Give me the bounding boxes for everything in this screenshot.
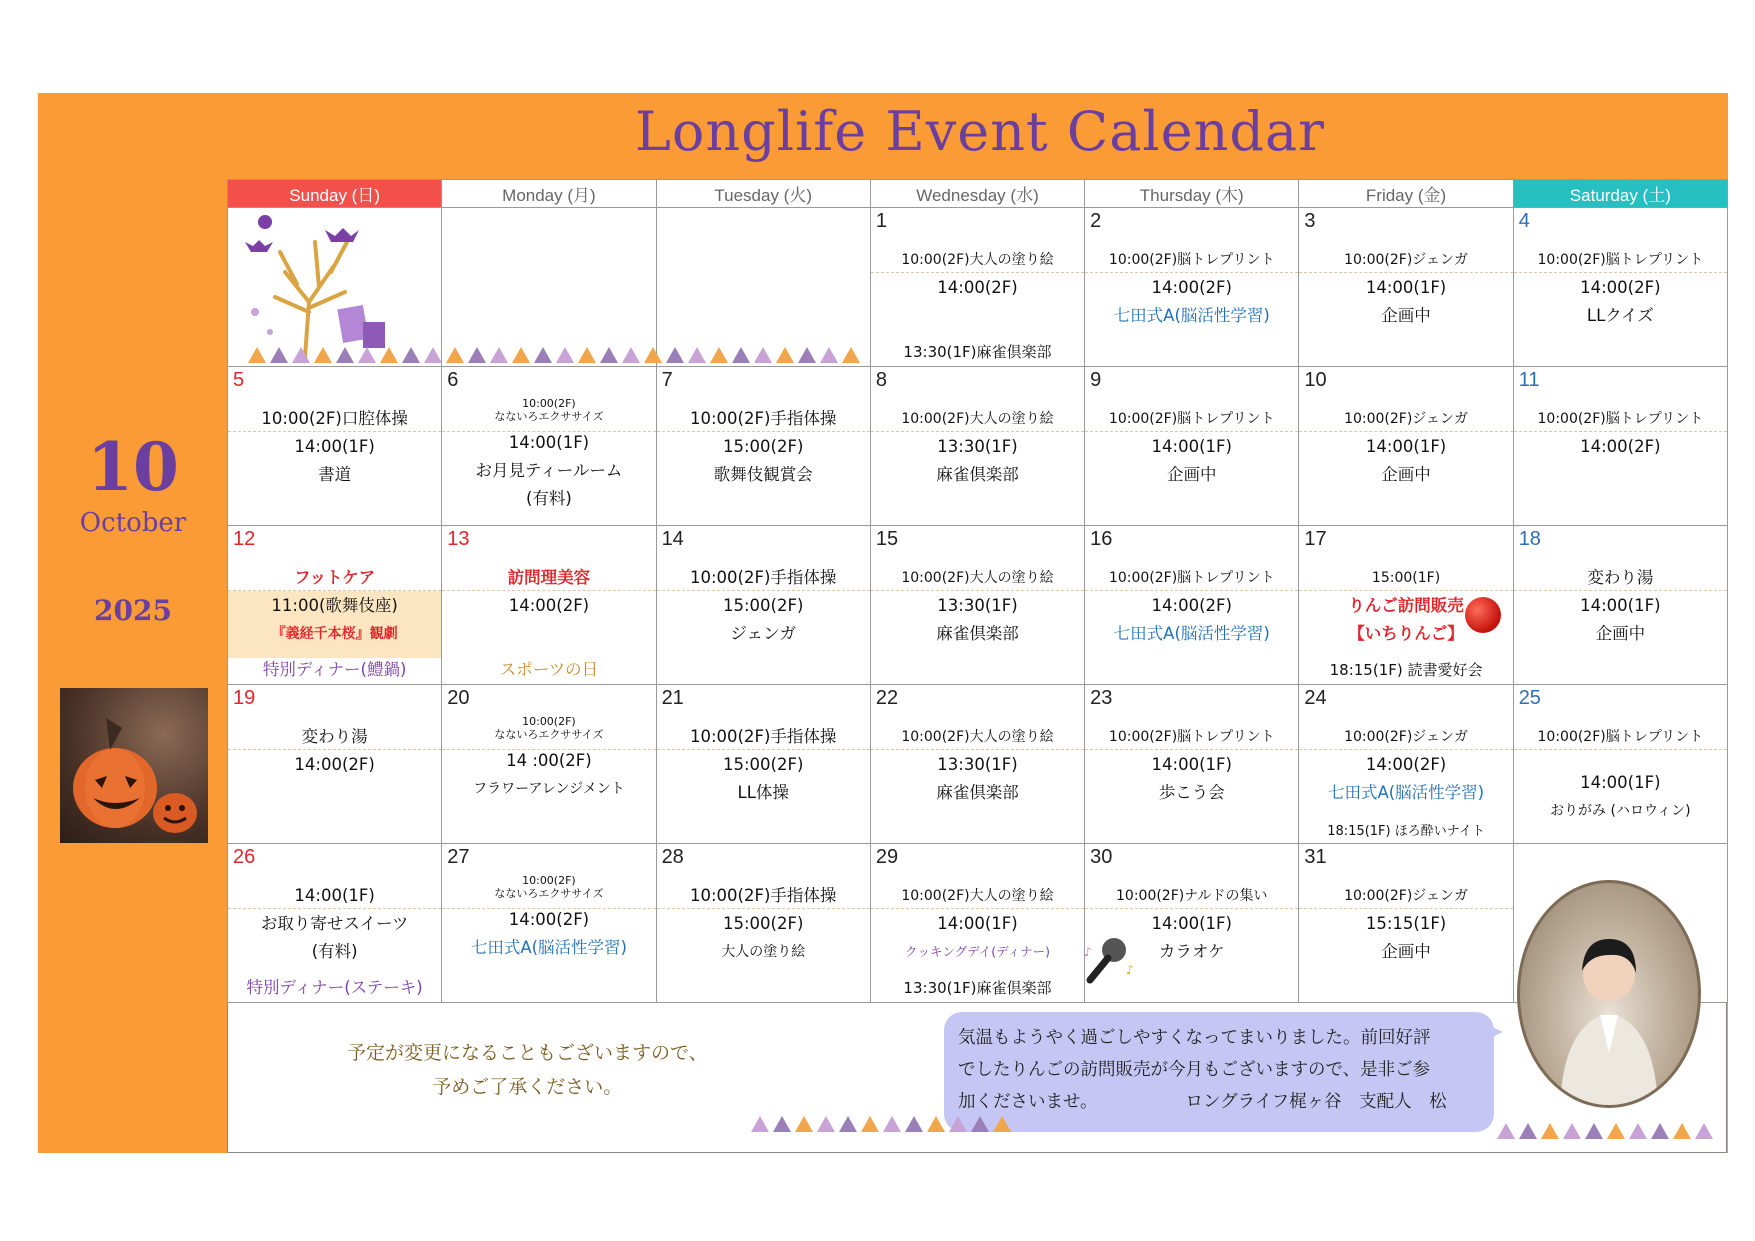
day-number: 14: [661, 528, 684, 550]
day-cell: [1513, 526, 1727, 685]
event-line: 10:00(2F)手指体操: [689, 727, 837, 746]
event-line: 14:00(2F): [1151, 278, 1232, 297]
event-line: 10:00(2F): [522, 397, 576, 410]
day-cell: [870, 367, 1084, 526]
day-number: 3: [1304, 210, 1316, 232]
event-line: LL体操: [737, 783, 789, 802]
header-saturday: Saturday (土): [1513, 180, 1727, 208]
event-line: 14:00(2F): [508, 596, 590, 615]
day-number: 24: [1304, 687, 1327, 709]
event-line: 14:00(1F): [1151, 437, 1232, 456]
event-line: 【いちりんご】: [1348, 624, 1464, 643]
event-line: 14:00(2F): [1580, 278, 1661, 297]
event-line: 歌舞伎観賞会: [713, 465, 813, 484]
event-line: カラオケ: [1158, 942, 1225, 961]
event-line: 10:00(2F)大人の塗り絵: [901, 252, 1054, 268]
event-line: 七田式A(脳活性学習): [1113, 624, 1270, 643]
manager-portrait: [1517, 880, 1701, 1108]
event-line: (有料): [525, 489, 572, 508]
event-line: 七田式A(脳活性学習): [470, 938, 627, 957]
event-line: 変わり湯: [1587, 568, 1654, 587]
microphone-icon: [1082, 934, 1138, 986]
day-number: 16: [1090, 528, 1113, 550]
day-number: 27: [447, 846, 470, 868]
header-wednesday: Wednesday (水): [870, 180, 1084, 208]
event-line: 10:00(2F)ジェンガ: [1344, 252, 1469, 268]
event-line: 特別ディナー(ステーキ): [246, 978, 423, 997]
day-number: 28: [661, 846, 684, 868]
event-line: 14:00(1F): [294, 886, 375, 905]
signature: ロングライフ梶ヶ谷 支配人 松: [1185, 1092, 1447, 1112]
triangle-decoration: [1497, 1123, 1722, 1141]
event-line: フラワーアレンジメント: [473, 781, 625, 797]
header-friday: Friday (金): [1299, 180, 1513, 208]
event-line: 14:00(1F): [1365, 437, 1447, 456]
event-line: (有料): [311, 942, 358, 961]
event-line: 企画中: [1381, 306, 1431, 325]
day-cell: [870, 208, 1084, 367]
event-line: 14:00(1F): [1365, 278, 1447, 297]
event-line: 13:30(1F)麻雀倶楽部: [903, 343, 1052, 361]
event-line: 10:00(2F)脳トレプリント: [1537, 411, 1704, 427]
day-number: 18: [1518, 528, 1541, 550]
day-cell: [1085, 367, 1299, 526]
event-line: おりがみ (ハロウィン): [1550, 803, 1691, 819]
event-line: 七田式A(脳活性学習): [1327, 783, 1485, 802]
day-cell: [1299, 844, 1513, 1003]
day-number: 23: [1090, 687, 1113, 709]
event-line: 10:00(2F): [522, 874, 576, 887]
header-sunday: Sunday (日): [228, 180, 442, 208]
event-line: 企画中: [1167, 465, 1217, 484]
event-line: 麻雀倶楽部: [936, 624, 1019, 643]
day-cell: [442, 367, 656, 526]
day-number: 1: [875, 210, 887, 232]
event-line: 14:00(2F): [937, 278, 1018, 297]
event-line: 10:00(2F)手指体操: [689, 409, 837, 428]
event-line: 麻雀倶楽部: [936, 783, 1019, 802]
event-line: 14:00(1F): [508, 433, 590, 452]
event-line: 10:00(2F): [522, 715, 576, 728]
calendar-grid: [227, 179, 1728, 1003]
day-number: 6: [447, 369, 459, 391]
schedule-notice: 予定が変更になることもございますので、 予めご了承ください。: [347, 1042, 708, 1098]
day-number: 25: [1518, 687, 1541, 709]
day-cell: [656, 208, 870, 367]
event-line: お取り寄せスイーツ: [260, 914, 409, 933]
event-line: 13:30(1F)麻雀倶楽部: [903, 979, 1052, 997]
day-cell: [442, 844, 656, 1003]
day-cell: [1085, 208, 1299, 367]
event-line: ジェンガ: [730, 624, 797, 643]
event-line: 10:00(2F)ナルドの集い: [1116, 888, 1268, 904]
day-number: 10: [1304, 369, 1327, 391]
event-line: なないろエクササイズ: [494, 887, 604, 900]
day-cell: [228, 526, 442, 685]
svg-text:♪: ♪: [1084, 945, 1092, 959]
day-number: 13: [447, 528, 470, 550]
event-line: 麻雀倶楽部: [936, 465, 1019, 484]
event-line: 10:00(2F)脳トレプリント: [1537, 729, 1704, 745]
event-line: 14:00(1F): [1151, 914, 1232, 933]
day-number: 9: [1090, 369, 1102, 391]
event-line: なないろエクササイズ: [494, 728, 604, 741]
halloween-tree-icon: [235, 212, 405, 362]
pumpkin-photo: [60, 688, 208, 843]
event-line: クッキングデイ(ディナー): [904, 944, 1050, 959]
event-line: お月見ティールーム: [475, 461, 623, 480]
event-line: 10:00(2F)大人の塗り絵: [901, 411, 1054, 427]
week-row: [228, 685, 1728, 844]
week-row: [228, 208, 1728, 367]
event-line: 14:00(1F): [1580, 773, 1661, 792]
day-number: 4: [1518, 210, 1530, 232]
event-line: 訪問理美容: [507, 568, 591, 587]
week-row: [228, 367, 1728, 526]
event-line: 14:00(2F): [1365, 755, 1447, 774]
event-line: 13:30(1F): [937, 596, 1018, 615]
event-line: 15:00(2F): [722, 914, 804, 933]
event-line: スポーツの日: [499, 660, 599, 679]
event-line: 10:00(2F)口腔体操: [261, 409, 408, 428]
event-line: 七田式A(脳活性学習): [1113, 306, 1270, 325]
day-number: 7: [661, 369, 673, 391]
event-line: 14:00(1F): [294, 437, 375, 456]
day-number: 30: [1090, 846, 1113, 868]
day-cell: [656, 526, 870, 685]
event-line: 18:15(1F) ほろ酔いナイト: [1327, 824, 1485, 839]
event-line: 企画中: [1381, 942, 1431, 961]
day-cell: [656, 844, 870, 1003]
day-number: 11: [1518, 369, 1540, 391]
event-line: 14 :00(2F): [506, 751, 592, 770]
apple-icon: [1465, 597, 1501, 633]
day-number: 22: [875, 687, 899, 709]
day-cell: [1299, 367, 1513, 526]
event-line: 変わり湯: [301, 727, 368, 746]
day-number: 29: [875, 846, 899, 868]
event-line: 14:00(2F): [1580, 437, 1661, 456]
event-line: 10:00(2F)手指体操: [689, 568, 837, 587]
event-line: 14:00(2F): [508, 910, 590, 929]
day-cell: [1513, 685, 1727, 844]
day-cell: [656, 685, 870, 844]
event-line: 企画中: [1595, 624, 1646, 643]
event-line: 10:00(2F)大人の塗り絵: [901, 888, 1054, 904]
day-cell: [442, 208, 656, 367]
header-tuesday: Tuesday (火): [656, 180, 870, 208]
event-line: 10:00(2F)手指体操: [689, 886, 837, 905]
svg-text:♪: ♪: [1126, 963, 1134, 977]
header-monday: Monday (月): [442, 180, 656, 208]
event-line: 大人の塗り絵: [721, 944, 806, 960]
notes-area: [227, 1000, 1728, 1153]
day-number: 26: [233, 846, 256, 868]
day-cell: [1085, 526, 1299, 685]
event-line: 10:00(2F)脳トレプリント: [1108, 729, 1275, 745]
day-number: 20: [447, 687, 470, 709]
day-number: 21: [661, 687, 684, 709]
event-line: フットケア: [294, 568, 376, 587]
event-line: 10:00(2F)大人の塗り絵: [901, 570, 1054, 586]
day-number: 19: [233, 687, 256, 709]
day-number: 17: [1304, 528, 1327, 550]
day-cell: [228, 844, 442, 1003]
event-line: 15:00(1F): [1371, 570, 1441, 586]
event-line: 11:00(歌舞伎座): [271, 596, 398, 615]
triangle-decoration: [751, 1116, 1051, 1134]
event-line: 『義経千本桜』観劇: [271, 626, 398, 642]
day-number: 12: [233, 528, 256, 550]
event-line: 10:00(2F)ジェンガ: [1344, 729, 1469, 745]
event-line: 10:00(2F)ジェンガ: [1344, 411, 1469, 427]
event-line: 10:00(2F)ジェンガ: [1344, 888, 1469, 904]
event-line: りんご訪問販売: [1348, 596, 1464, 615]
event-line: 10:00(2F)脳トレプリント: [1108, 252, 1275, 268]
event-line: 18:15(1F) 読書愛好会: [1329, 661, 1483, 679]
week-row: [228, 844, 1728, 1003]
day-cell: [228, 367, 442, 526]
day-cell: [442, 685, 656, 844]
event-line: 10:00(2F)脳トレプリント: [1108, 570, 1275, 586]
event-line: 14:00(1F): [1580, 596, 1661, 615]
month-name: October: [79, 508, 187, 538]
event-line: 特別ディナー(鱧鍋): [262, 660, 407, 679]
day-number: 5: [233, 369, 245, 391]
day-number: 15: [875, 528, 899, 550]
day-cell: [442, 526, 656, 685]
day-cell: [656, 367, 870, 526]
week-row: [228, 526, 1728, 685]
event-line: 14:00(1F): [937, 914, 1018, 933]
event-line: 企画中: [1381, 465, 1431, 484]
event-line: 15:00(2F): [722, 596, 804, 615]
day-cell: [870, 685, 1084, 844]
event-line: 14:00(2F): [294, 755, 375, 774]
event-line: 14:00(1F): [1151, 755, 1232, 774]
day-cell: [1085, 685, 1299, 844]
day-cell: [228, 685, 442, 844]
month-number: 10: [87, 428, 179, 506]
header-thursday: Thursday (木): [1085, 180, 1299, 208]
event-line: 10:00(2F)大人の塗り絵: [901, 729, 1054, 745]
day-cell: [870, 844, 1084, 1003]
event-line: 15:15(1F): [1365, 914, 1447, 933]
event-line: なないろエクササイズ: [494, 410, 604, 423]
page-title: Longlife Event Calendar: [635, 100, 1325, 163]
day-cell: [1513, 208, 1727, 367]
event-line: 書道: [318, 465, 352, 484]
event-line: LLクイズ: [1586, 306, 1654, 325]
day-number: 31: [1304, 846, 1327, 868]
day-cell: [1299, 685, 1513, 844]
event-line: 14:00(2F): [1151, 596, 1232, 615]
year: 2025: [94, 594, 172, 627]
weekday-header-row: [228, 180, 1728, 208]
event-line: 10:00(2F)脳トレプリント: [1537, 252, 1704, 268]
day-cell: [870, 526, 1084, 685]
event-line: 15:00(2F): [722, 437, 804, 456]
manager-message: 気温もようやく過ごしやすくなってまいりました。前回好評 でしたりんごの訪問販売が今月もございますので、是非ご参 加くださいませ。 ロングライフ梶ヶ谷 支配人 松: [944, 1012, 1494, 1132]
event-line: 13:30(1F): [937, 755, 1018, 774]
event-line: 13:30(1F): [937, 437, 1018, 456]
triangle-decoration: [248, 347, 860, 365]
day-number: 2: [1090, 210, 1102, 232]
day-number: 8: [875, 369, 887, 391]
day-cell: [1513, 367, 1727, 526]
event-line: 10:00(2F)脳トレプリント: [1108, 411, 1275, 427]
event-line: 15:00(2F): [722, 755, 804, 774]
day-cell: [1299, 208, 1513, 367]
event-line: 歩こう会: [1158, 783, 1225, 802]
